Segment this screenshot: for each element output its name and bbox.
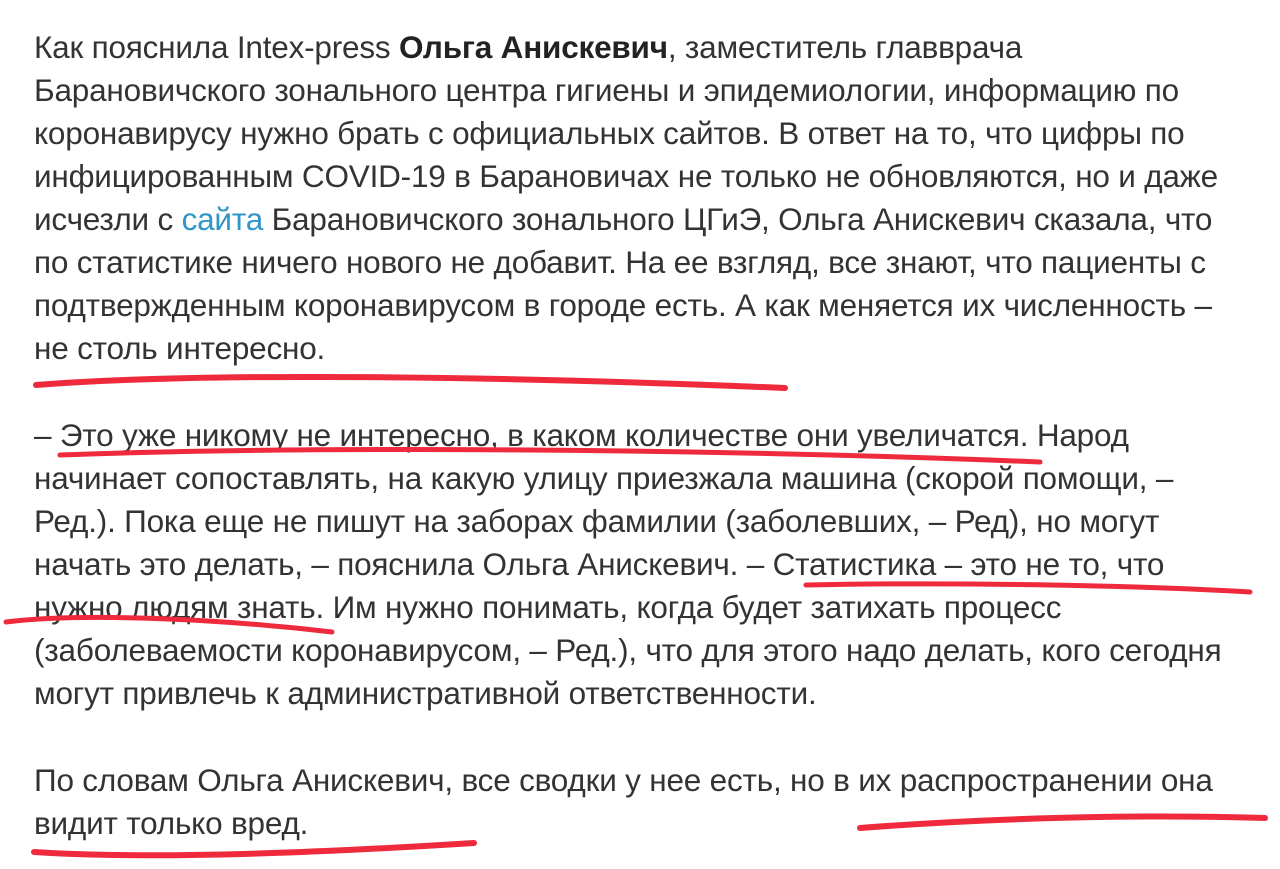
paragraph-2: – Это уже никому не интересно, в каком количестве они увеличатся. Народ начинает сопоставлять, на какую улицу приезжала машина (скорой помощи, – Ред.). Пока еще не пишут на заборах фамилии (заболевших, – Ред), но могут начать это делать, – пояснила Ольга Анискевич. – Статистика – это не то, что нужно людям знать. Им нужно понимать, когда будет затихать процесс (заболеваемости коронавирусом, – Ред.), что для этого надо делать, кого сегодня могут привлечь к административной ответственности. [34, 417, 1222, 711]
paragraph-3: По словам Ольга Анискевич, все сводки у нее есть, но в их распространении она видит только вред. [34, 762, 1213, 841]
paragraph-1 [34, 26, 1254, 370]
paragraph-1-ending: Барановичского зонального ЦГиЭ, Ольга Анискевич сказала, что по статистике ничего нового не добавит. На ее взгляд, все знают, что пациенты с подтвержденным коронавирусом в городе есть. А как меняется их численность – не столь интересно. [34, 201, 1213, 366]
paragraph-1-body: , заместитель главврача Барановичского зонального центра гигиены и эпидемиологии, информацию по коронавирусу нужно брать с официальных сайтов. В ответ на то, что цифры по инфицированным COVID-19 в Барановичах не только не обновляются, но и даже исчезли с [34, 29, 1218, 237]
article-body [34, 26, 1254, 845]
paragraph-1-intro: Как пояснила Intex-press [34, 29, 399, 65]
person-name-bold: Ольга Анискевич [399, 29, 668, 65]
site-link[interactable]: сайта [181, 201, 264, 237]
